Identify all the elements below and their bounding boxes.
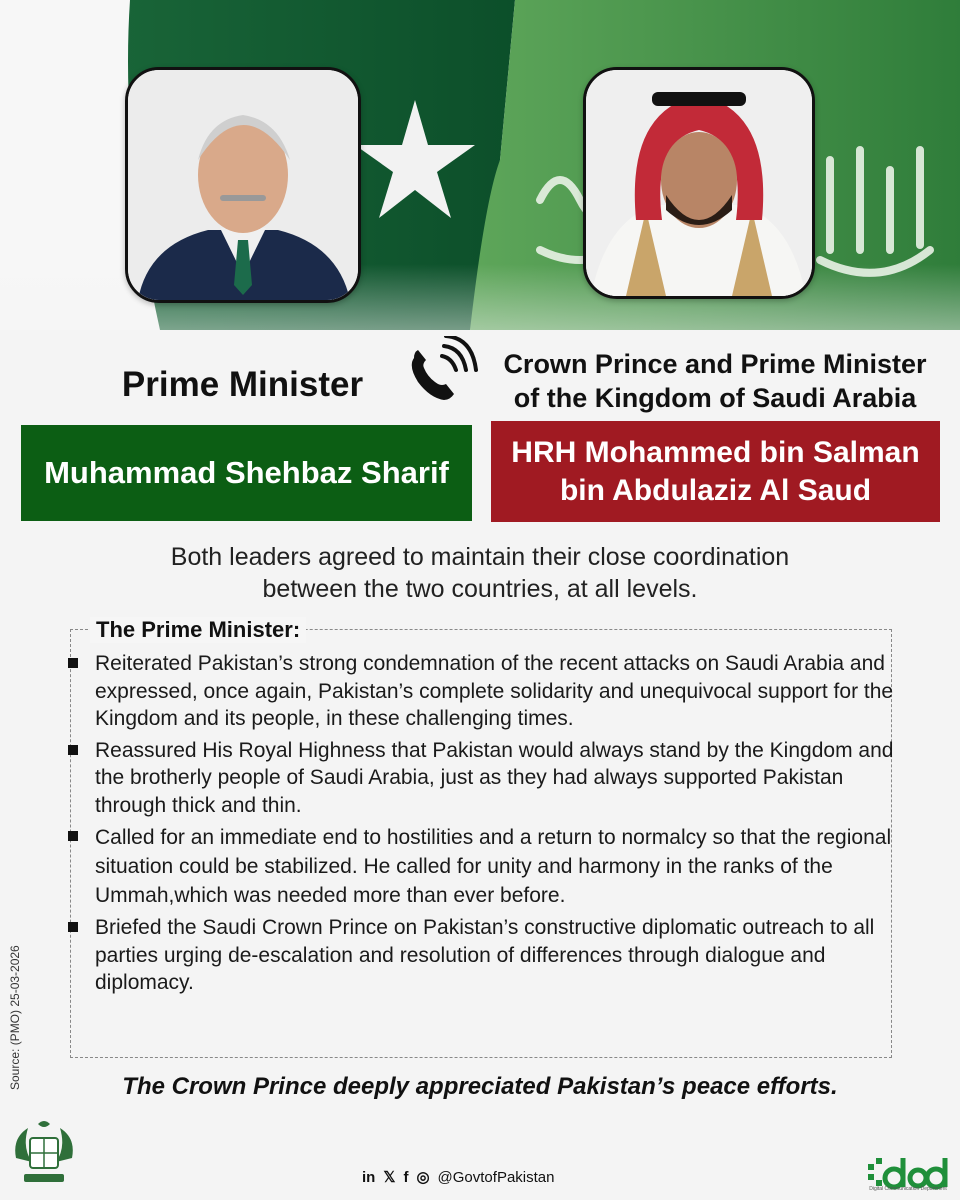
list-item-text: Reiterated Pakistan’s strong condemnation of the recent attacks on Saudi Arabia and expressed, once again, Pakistan’s complete solidarity and unequivocal support for the Kingdom and its people, in these challenging times. [95, 652, 894, 730]
linkedin-icon[interactable]: in [362, 1168, 376, 1186]
social-links [362, 1168, 554, 1186]
phone-icon [400, 336, 480, 406]
intro-line-2: between the two countries, at all levels. [262, 575, 698, 603]
cp-title [490, 347, 940, 415]
list-item-text: Briefed the Saudi Crown Prince on Pakistan’s constructive diplomatic outreach to all parties urging de-escalation and resolution of differences through dialogue and diplomacy. [95, 916, 875, 994]
list-item [65, 737, 895, 820]
pm-title: Prime Minister [121, 365, 364, 404]
pm-name: Muhammad Shehbaz Sharif [44, 455, 449, 490]
cp-name-line-1: HRH Mohammed bin Salman [511, 435, 920, 469]
instagram-icon[interactable]: ◎ [416, 1169, 430, 1186]
cp-name-box [491, 421, 940, 522]
details-list [65, 650, 895, 1001]
bullet-square-icon [68, 922, 78, 932]
list-item-text: Reassured His Royal Highness that Pakistan would always stand by the Kingdom and the brotherly people of Saudi Arabia, just as they had always supported Pakistan through thick and thin. [95, 738, 894, 817]
pm-photo [125, 67, 361, 303]
cp-portrait-image [586, 70, 812, 296]
intro-line-1: Both leaders agreed to maintain their close coordination [170, 543, 790, 571]
source-note: Source: (PMO) 25-03-2026 [8, 945, 22, 1090]
x-icon[interactable]: 𝕏 [383, 1169, 396, 1186]
pm-name-box [21, 425, 472, 521]
list-item-text: Called for an immediate end to hostilities and a return to normalcy so that the regional situation could be stabilized. He called for unity and harmony in the ranks of the Ummah,which was needed more than ever before. [95, 826, 892, 907]
details-heading: The Prime Minister: [90, 617, 306, 643]
cp-title-line-1: Crown Prince and Prime Minister [503, 349, 927, 379]
dcd-logo-text: Digital Communication Department [869, 1186, 947, 1192]
state-emblem-icon [8, 1118, 80, 1190]
intro-text [40, 541, 920, 605]
social-handle[interactable]: @GovtofPakistan [437, 1168, 555, 1186]
cp-name-line-2: bin Abdulaziz Al Saud [559, 473, 872, 507]
bullet-square-icon [68, 831, 78, 841]
cp-title-line-2: of the Kingdom of Saudi Arabia [513, 383, 917, 413]
bullet-square-icon [68, 745, 78, 755]
facebook-icon[interactable]: f [403, 1168, 409, 1186]
list-item [65, 914, 895, 997]
list-item [65, 650, 895, 733]
bullet-square-icon [68, 658, 78, 668]
cp-photo [583, 67, 815, 299]
pm-portrait-image [128, 70, 358, 300]
closing-statement: The Crown Prince deeply appreciated Pakistan’s peace efforts. [122, 1073, 838, 1100]
list-item [65, 823, 895, 910]
